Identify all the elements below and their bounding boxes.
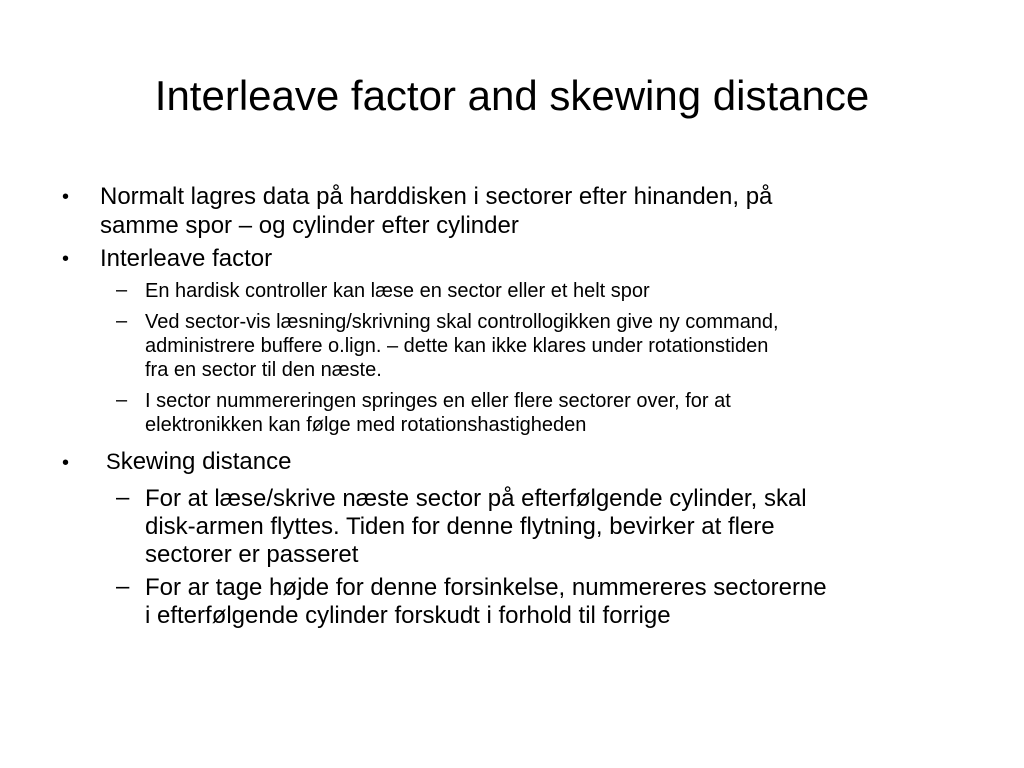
bullet-line: samme spor – og cylinder efter cylinder	[100, 212, 519, 239]
dash-marker: –	[116, 279, 128, 301]
sub-bullet-line: For ar tage højde for denne forsinkelse, nummereres sectorerne	[145, 574, 827, 601]
dash-marker: –	[116, 389, 128, 411]
bullet-line	[106, 447, 291, 476]
sub-bullet-line: sectorer er passeret	[145, 541, 359, 568]
sub-bullet-line: fra en sector til den næste.	[145, 359, 382, 381]
sub-bullet-line: elektronikken kan følge med rotationshastigheden	[145, 414, 587, 436]
sub-bullet-line: I sector nummereringen springes en eller flere sectorer over, for at	[145, 390, 731, 412]
bullet-line: Interleave factor	[100, 245, 273, 272]
bullet-first-letter: S	[106, 449, 121, 474]
bullet-marker: •	[62, 248, 70, 270]
sub-bullet-line: For at læse/skrive næste sector på efterfølgende cylinder, skal	[145, 485, 807, 512]
bullet-marker: •	[62, 452, 70, 474]
dash-marker: –	[116, 484, 130, 511]
dash-marker: –	[116, 310, 128, 332]
sub-bullet-line: administrere buffere o.lign. – dette kan ikke klares under rotationstiden	[145, 335, 769, 357]
sub-bullet-line: disk-armen flyttes. Tiden for denne flytning, bevirker at flere	[145, 513, 775, 540]
sub-bullet-line: i efterfølgende cylinder forskudt i forhold til forrige	[145, 602, 671, 629]
bullet-line: Normalt lagres data på harddisken i sectorer efter hinanden, på	[100, 183, 773, 210]
bullet-marker: •	[62, 186, 70, 208]
slide-title: Interleave factor and skewing distance	[154, 72, 870, 119]
bullet-rest-text: kewing distance	[120, 448, 292, 475]
dash-marker: –	[116, 573, 130, 600]
sub-bullet-line: En hardisk controller kan læse en sector eller et helt spor	[145, 280, 650, 302]
sub-bullet-line: Ved sector-vis læsning/skrivning skal controllogikken give ny command,	[145, 311, 779, 333]
